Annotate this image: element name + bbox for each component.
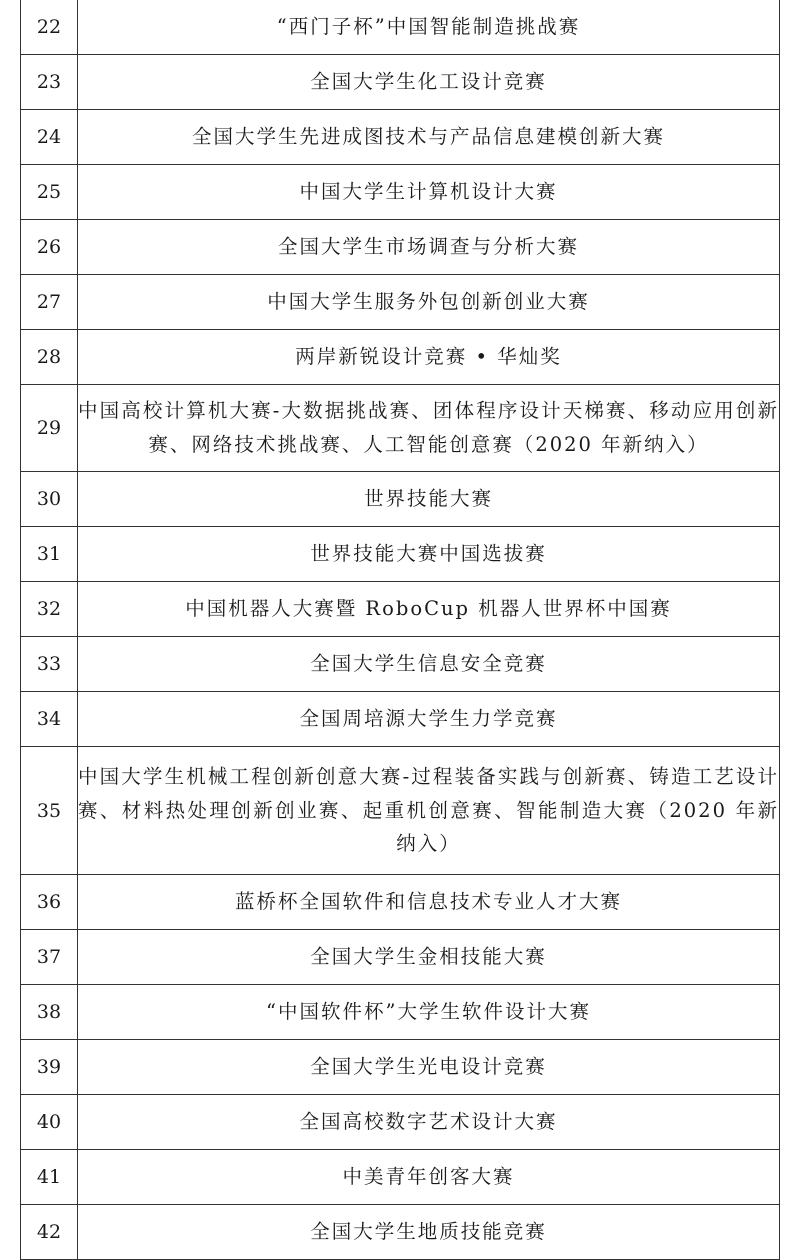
table-row <box>21 330 780 385</box>
table-row <box>21 1150 780 1205</box>
competition-name: “西门子杯”中国智能制造挑战赛 <box>78 0 780 55</box>
row-number: 24 <box>21 110 78 165</box>
table-row <box>21 55 780 110</box>
table-row <box>21 0 780 55</box>
row-number: 39 <box>21 1040 78 1095</box>
row-number: 37 <box>21 930 78 985</box>
table-row <box>21 275 780 330</box>
competition-name: 全国大学生先进成图技术与产品信息建模创新大赛 <box>78 110 780 165</box>
row-number: 23 <box>21 55 78 110</box>
row-number: 29 <box>21 385 78 472</box>
row-number: 33 <box>21 637 78 692</box>
competition-name: 全国大学生市场调查与分析大赛 <box>78 220 780 275</box>
competition-name: 蓝桥杯全国软件和信息技术专业人才大赛 <box>78 875 780 930</box>
competition-name: 中国高校计算机大赛-大数据挑战赛、团体程序设计天梯赛、移动应用创新赛、网络技术挑战赛、人工智能创意赛（2020 年新纳入） <box>78 385 780 472</box>
row-number: 41 <box>21 1150 78 1205</box>
table-row <box>21 472 780 527</box>
row-number: 40 <box>21 1095 78 1150</box>
competition-name: 全国大学生光电设计竞赛 <box>78 1040 780 1095</box>
table-row <box>21 930 780 985</box>
table-row <box>21 637 780 692</box>
competition-name: 世界技能大赛中国选拔赛 <box>78 527 780 582</box>
table-row <box>21 527 780 582</box>
row-number: 38 <box>21 985 78 1040</box>
table-row <box>21 110 780 165</box>
row-number: 30 <box>21 472 78 527</box>
row-number: 34 <box>21 692 78 747</box>
competition-name: 中国大学生计算机设计大赛 <box>78 165 780 220</box>
row-number: 22 <box>21 0 78 55</box>
competition-name: 两岸新锐设计竞赛 • 华灿奖 <box>78 330 780 385</box>
competition-name: 中国大学生机械工程创新创意大赛-过程装备实践与创新赛、铸造工艺设计赛、材料热处理创新创业赛、起重机创意赛、智能制造大赛（2020 年新纳入） <box>78 747 780 875</box>
table-row <box>21 1095 780 1150</box>
table-row <box>21 1040 780 1095</box>
row-number: 32 <box>21 582 78 637</box>
row-number: 26 <box>21 220 78 275</box>
competition-name: 世界技能大赛 <box>78 472 780 527</box>
competition-name: 全国周培源大学生力学竞赛 <box>78 692 780 747</box>
competition-name: 中美青年创客大赛 <box>78 1150 780 1205</box>
table-row <box>21 165 780 220</box>
competition-name: 中国机器人大赛暨 RoboCup 机器人世界杯中国赛 <box>78 582 780 637</box>
competition-name: 中国大学生服务外包创新创业大赛 <box>78 275 780 330</box>
table-row <box>21 385 780 472</box>
table-row <box>21 220 780 275</box>
row-number: 27 <box>21 275 78 330</box>
table-row <box>21 692 780 747</box>
table-row <box>21 985 780 1040</box>
row-number: 28 <box>21 330 78 385</box>
row-number: 31 <box>21 527 78 582</box>
table-row <box>21 747 780 875</box>
competition-name: 全国大学生地质技能竞赛 <box>78 1205 780 1260</box>
competition-name: “中国软件杯”大学生软件设计大赛 <box>78 985 780 1040</box>
competition-name: 全国大学生化工设计竞赛 <box>78 55 780 110</box>
competition-list-table <box>20 0 780 1260</box>
row-number: 36 <box>21 875 78 930</box>
row-number: 25 <box>21 165 78 220</box>
competition-name: 全国高校数字艺术设计大赛 <box>78 1095 780 1150</box>
table-row <box>21 582 780 637</box>
row-number: 42 <box>21 1205 78 1260</box>
table-row <box>21 1205 780 1260</box>
competition-name: 全国大学生金相技能大赛 <box>78 930 780 985</box>
row-number: 35 <box>21 747 78 875</box>
table-row <box>21 875 780 930</box>
competition-name: 全国大学生信息安全竞赛 <box>78 637 780 692</box>
